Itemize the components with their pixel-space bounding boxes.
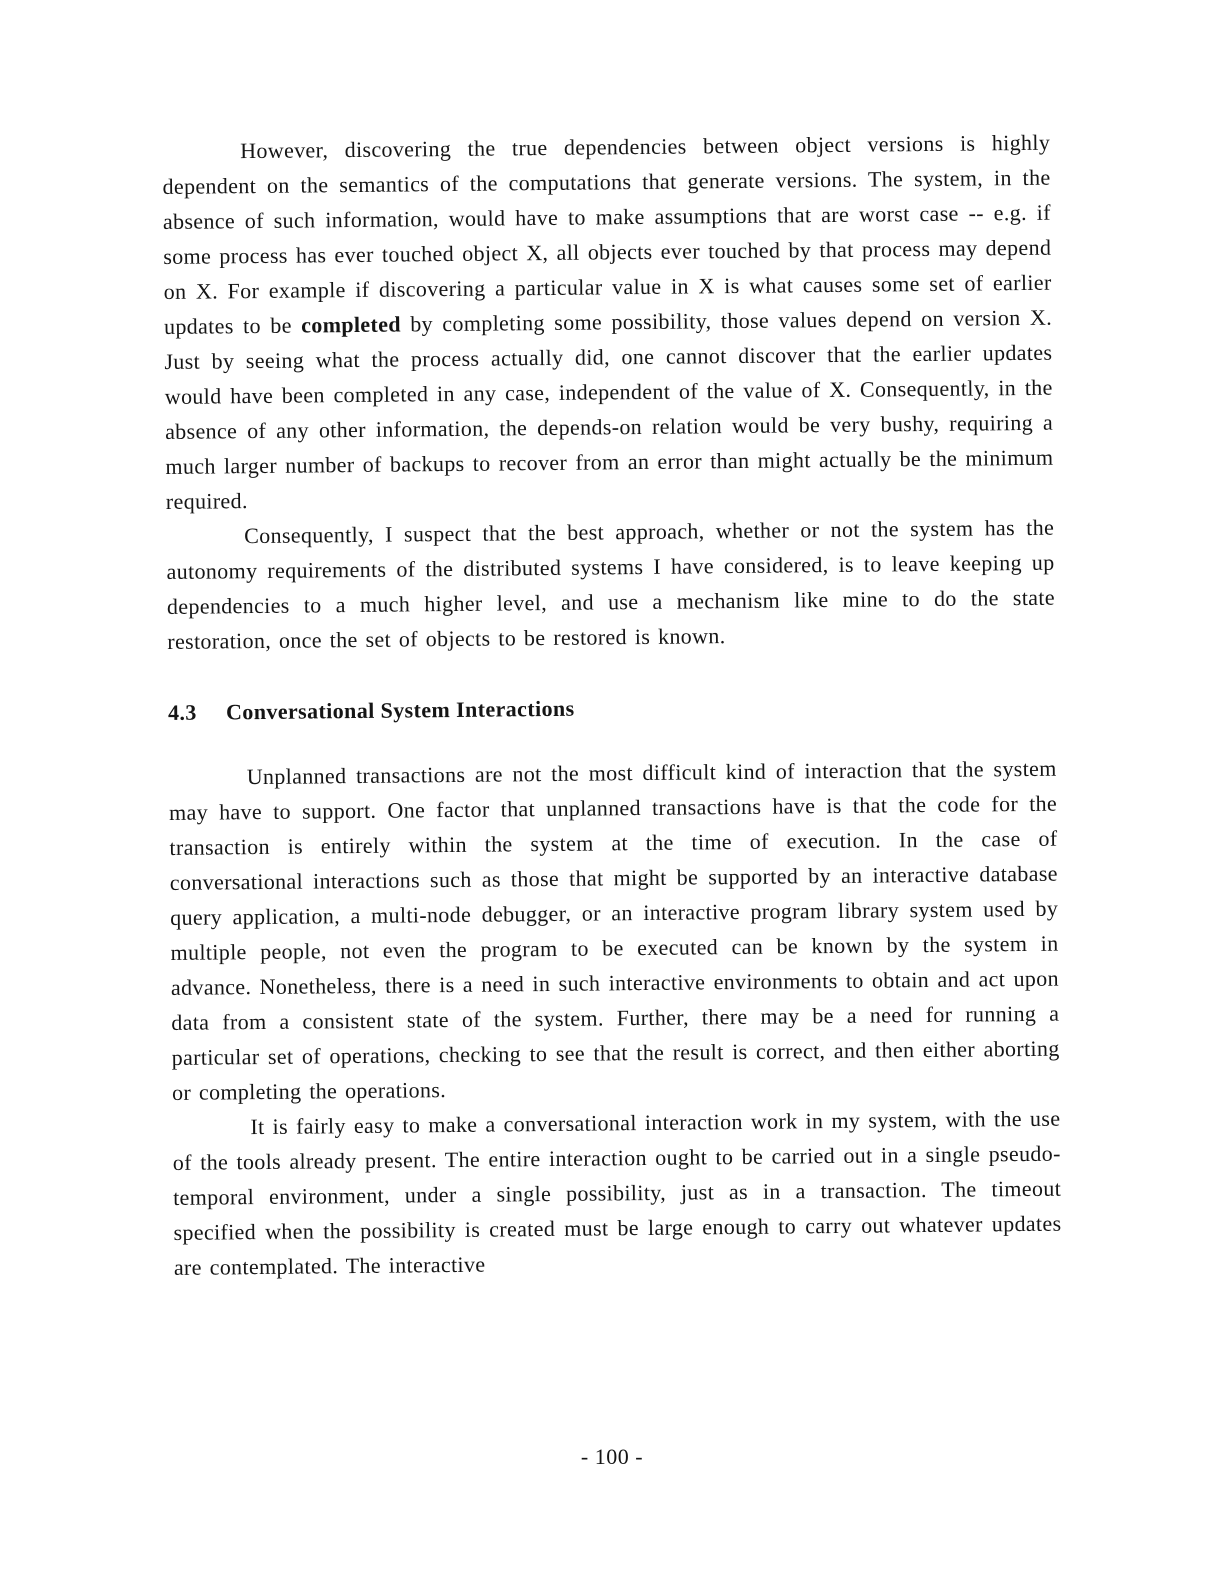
page-body (162, 125, 1062, 1285)
page-number: - 100 - (580, 1444, 644, 1469)
paragraph-conversational-interaction: It is fairly easy to make a conversational interaction work in my system, with the use of the tools already present. The entire interaction ought to be carried out in a single pseudo-temporal environment, under a single possibility, just as in a transaction. The timeout specified when the possibility is created must be large enough to carry out whatever updates are contemplated. The interactive (172, 1105, 1062, 1280)
emphasized-word: completed (301, 311, 401, 338)
paragraph-text: However, discovering the true dependencies between object versions is highly dependent on the semantics of the computations that generate versions. The system, in the absence of such information, would have to make assumptions that are worst case -- e.g. if some process has ever touched object X, all objects ever touched by that process may depend on X. For example if discovering a particular value in X is what causes some set of earlier updates to be (162, 129, 1052, 339)
paragraph-unplanned-transactions: Unplanned transactions are not the most difficult kind of interaction that the system may have to support. One factor that unplanned transactions have is that the code for the transaction is entirely within the system at the time of execution. In the case of conversational interactions such as those that might be supported by an interactive database query application, a multi-node debugger, or an interactive program library system used by multiple people, not even the program to be executed can be known by the system in advance. Nonetheless, there is a need in such interactive environments to obtain and act upon data from a consistent state of the system. Further, there may be a need for running a particular set of operations, checking to see that the result is correct, and then either aborting or completing the operations. (168, 755, 1060, 1105)
paragraph-text: by completing some possibility, those values depend on version X. Just by seeing what the process actually did, one cannot discover that the earlier updates would have been completed in any case, independent of the value of X. Consequently, in the absence of any other information, the depends-on relation would be very bushy, requiring a much larger number of backups to recover from an error than might actually be the minimum required. (164, 304, 1054, 514)
section-heading (168, 686, 1056, 730)
paragraph-dependencies (162, 125, 1054, 519)
paragraph-approach: Consequently, I suspect that the best approach, whether or not the system has the autonomy requirements of the distributed systems I have considered, is to leave keeping up dependencies to a much higher level, and use a mechanism like mine to do the state restoration, once the set of objects to be restored is known. (166, 514, 1056, 654)
section-number: 4.3 (167, 699, 197, 725)
section-title: Conversational System Interactions (225, 695, 575, 725)
